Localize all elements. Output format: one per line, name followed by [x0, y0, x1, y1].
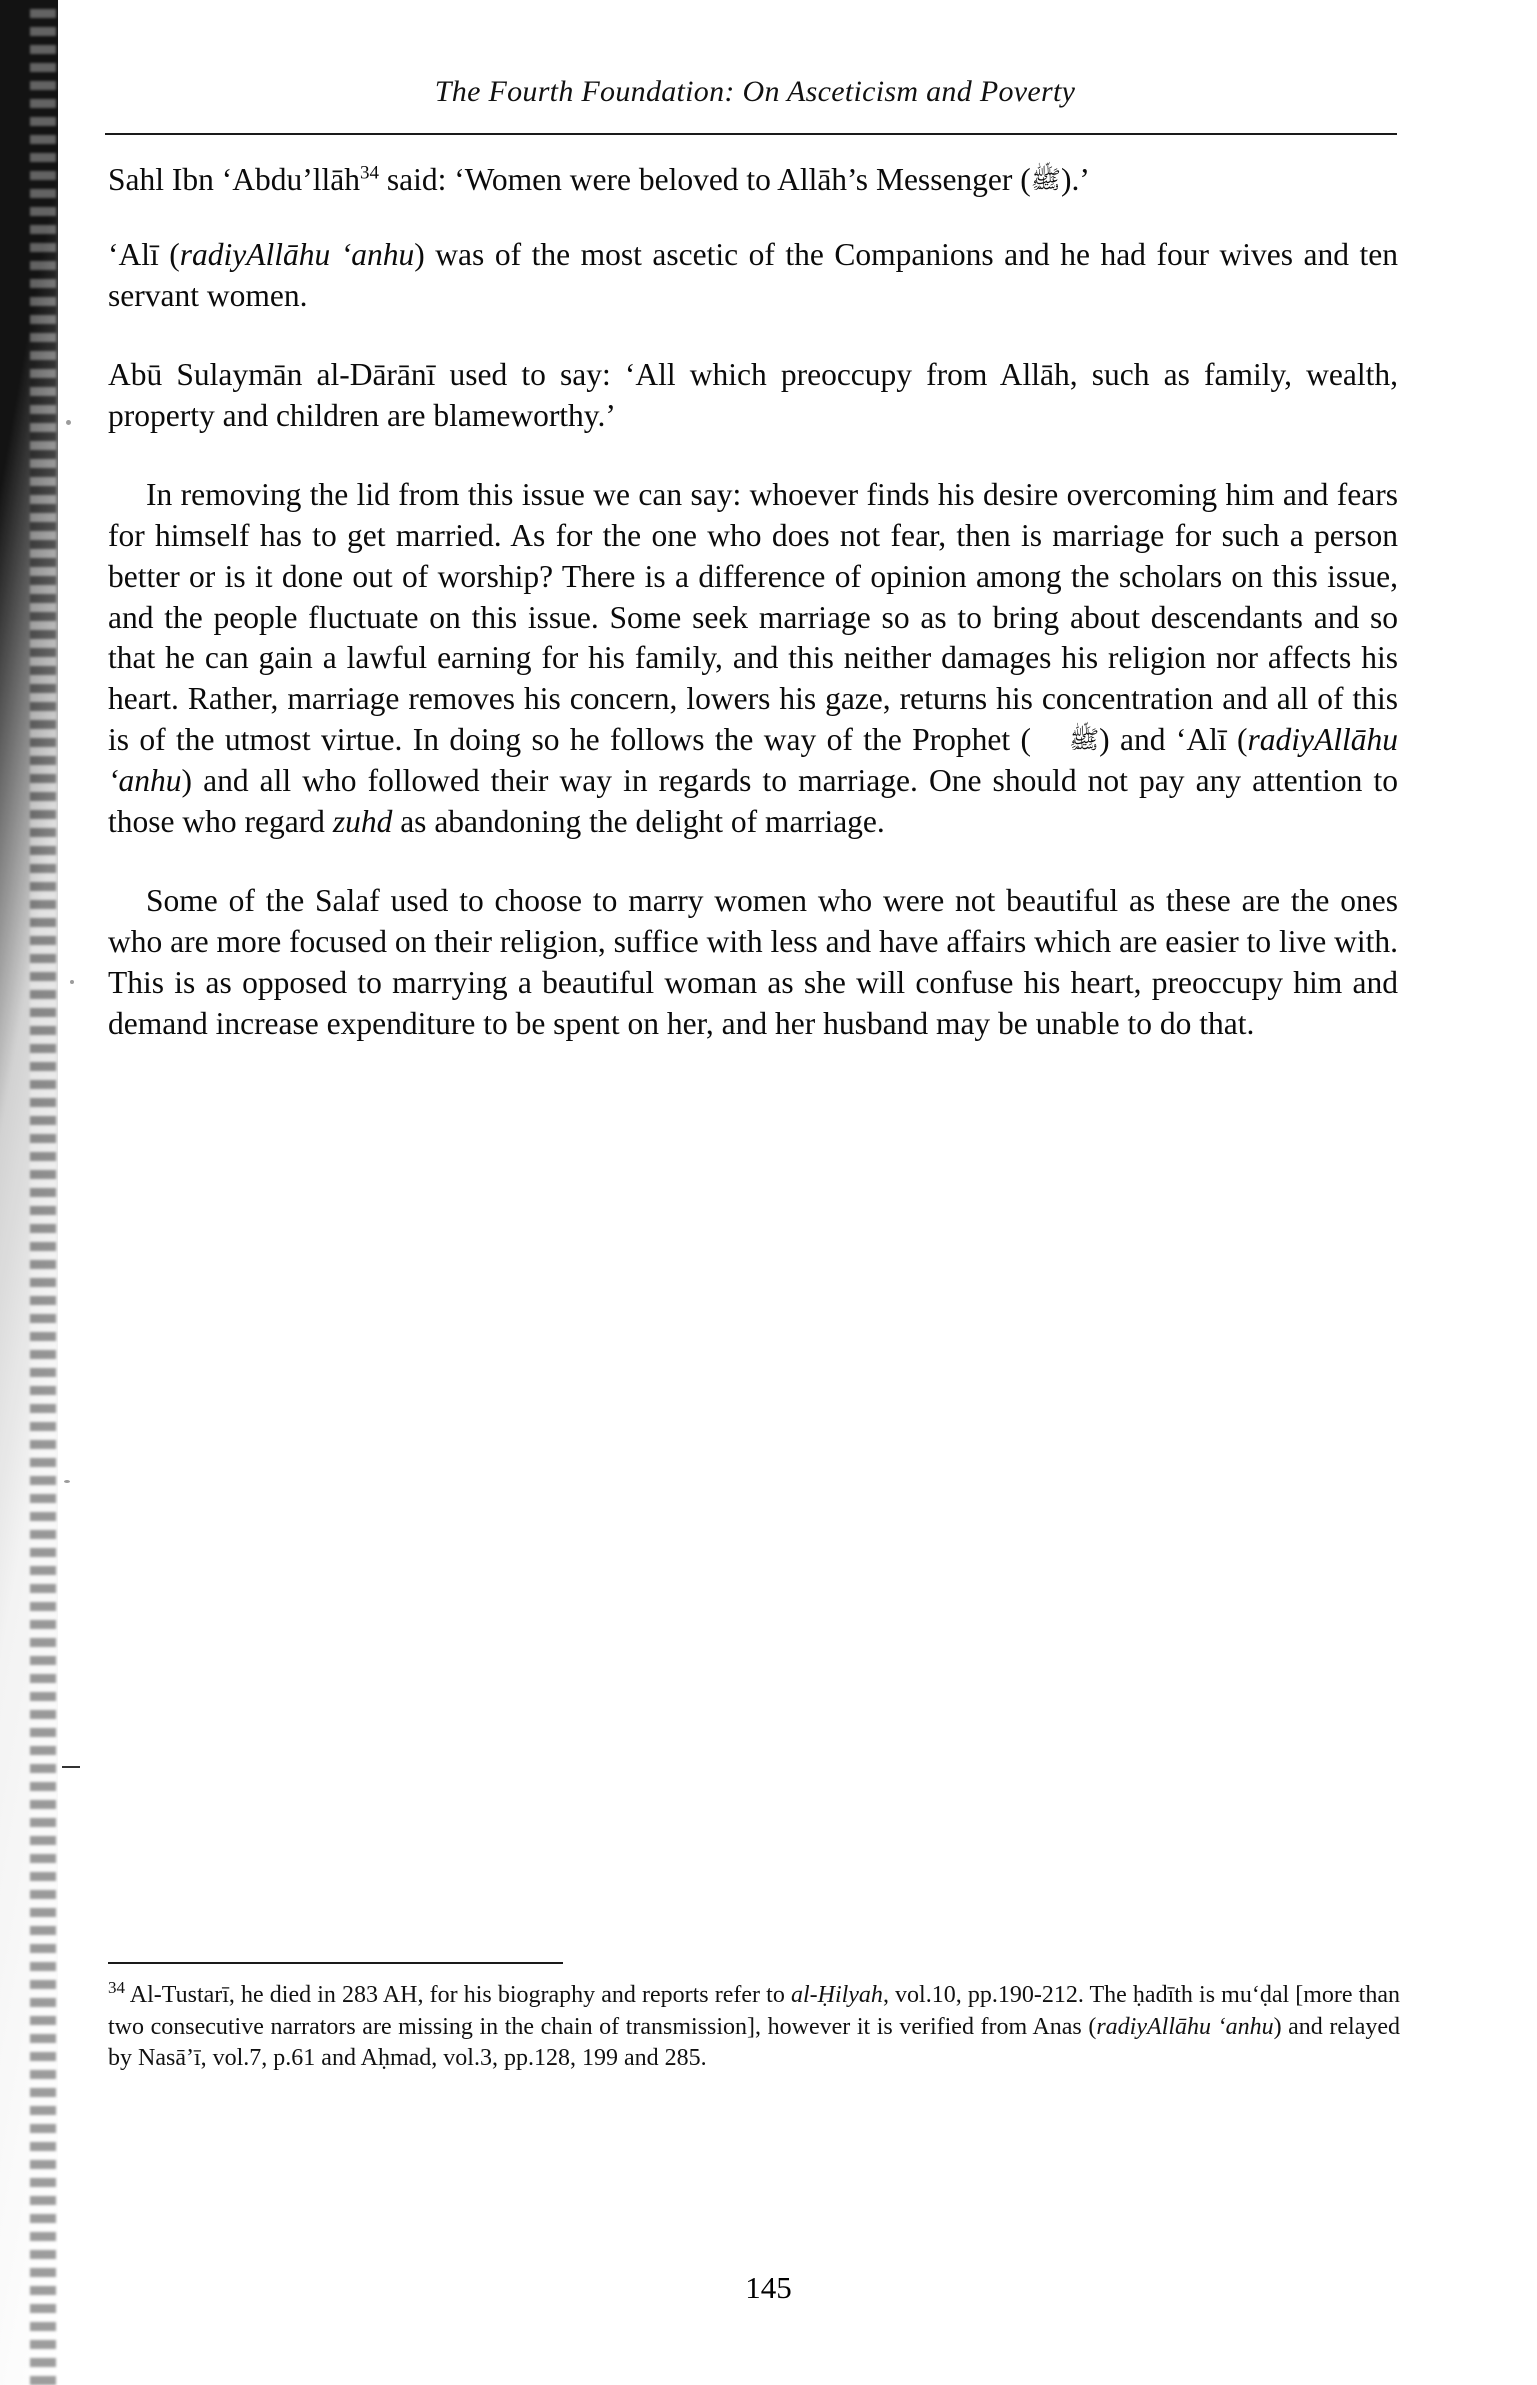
p4-seg-3-italic: radiyAllāhu ‘anhu [108, 722, 1398, 799]
salla-alayhi-wasallam-glyph: ﷺ [1030, 167, 1061, 194]
p4-seg-4: ) and all who followed their way in regards to marriage. One should not pay any attention to those who regard [108, 763, 1398, 840]
body-column [108, 160, 1398, 1083]
p4-seg-1: In removing the lid from this issue we can say: whoever finds his desire overcoming him and fears for himself has to get married. As for the one who does not fear, then is marriage for such a person better or is it done out of worship? There is a difference of opinion among the scholars on this issue, and the people fluctuate on this issue. Some seek marriage so as to bring about descendants and so that he can gain a lawful earning for his family, and this neither damages his religion nor affects his heart. Rather, marriage removes his concern, lowers his gaze, returns his concentration and all of this is of the utmost virtue. In doing so he follows the way of the Prophet ( [108, 476, 1398, 758]
footnote-seg-2-italic: al-Ḥilyah [790, 1982, 883, 2008]
paragraph-4 [108, 475, 1398, 843]
footnote-seg-3: , vol.10, pp.190-212. The ḥadīth is mu‘ḍal [more than two consecutive narrators are missing in the chain of transmission], however it is verified from Anas ( [108, 1982, 1400, 2040]
footnote-seg-4-italic: radiyAllāhu ‘anhu [1096, 2013, 1274, 2040]
footnote-seg-1: Al-Tustarī, he died in 283 AH, for his biography and reports refer to [129, 1982, 791, 2008]
footnote-rule [108, 1962, 563, 1964]
p4-seg-2: ) and ‘Alī ( [1099, 722, 1248, 758]
p1-text-end: ).’ [1060, 162, 1090, 197]
p2-seg-1: ‘Alī ( [108, 236, 180, 272]
paragraph-5 [108, 881, 1398, 1045]
salla-alayhi-wasallam-glyph: ﷺ [1068, 727, 1100, 755]
footnote-seg-5: ) and relayed by Nasā’ī, vol.7, p.61 and Aḥmad, vol.3, pp.128, 199 and 285. [108, 2013, 1400, 2072]
p1-text-after: said: ‘Women were beloved to Allāh’s Messenger ( [378, 162, 1031, 197]
p5-seg-1: Some of the Salaf used to choose to marry women who were not beautiful as these are the ones who are more focused on their religion, suffice with less and have affairs which are easier to live with. This is as opposed to marrying a beautiful woman as she will confuse his heart, preoccupy him and demand increase expenditure to be spent on her, and her husband may be unable to do that. [108, 883, 1398, 1041]
footnote-block [108, 1980, 1400, 2075]
p2-seg-3: ) was of the most ascetic of the Companions and he had four wives and ten servant women. [108, 236, 1398, 313]
page-number: 145 [745, 2270, 792, 2305]
paragraph-2 [108, 235, 1398, 317]
p4-seg-5-italic: zuhd [332, 804, 393, 840]
p4-seg-6: as abandoning the delight of marriage. [392, 804, 885, 840]
running-head: The Fourth Foundation: On Asceticism and Poverty [434, 75, 1076, 108]
paragraph-3 [108, 355, 1398, 437]
p3-seg-1: Abū Sulaymān al-Dārānī used to say: ‘All which preoccupy from Allāh, such as family, wealth, property and children are blameworthy.’ [108, 356, 1398, 433]
p2-seg-2-italic: radiyAllāhu ‘anhu [179, 236, 415, 272]
footnote-number: 34 [108, 1978, 125, 1997]
paragraph-1 [108, 160, 1398, 201]
footnote-marker-34: 34 [359, 162, 379, 184]
header-rule [105, 133, 1397, 135]
p1-text-before: Sahl Ibn ‘Abdu’llāh [108, 162, 360, 197]
